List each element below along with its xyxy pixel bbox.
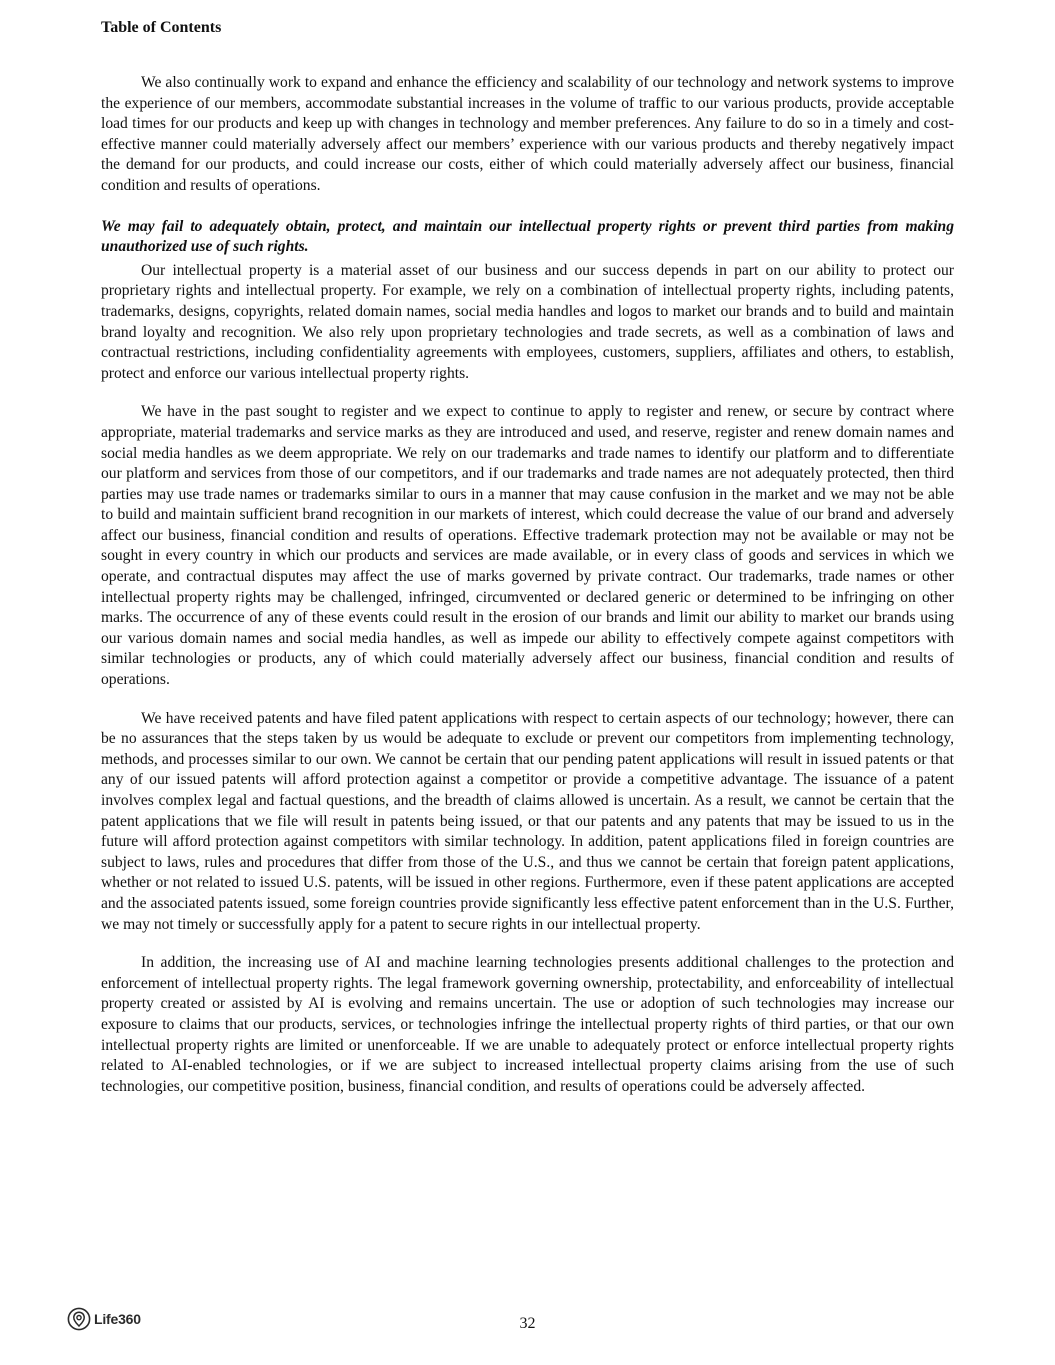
- paragraph-technology-scalability: We also continually work to expand and enhance the efficiency and scalability of our technology and network systems to improve the experience of our members, accommodate substantial increases in the volume of traffic to our various products, provide acceptable load times for our products and keep up with changes in technology and member preferences. Any failure to do so in a timely and cost-effective manner could materially adversely affect our members’ experience with our various products and thereby negatively impact the demand for our products, and could increase our costs, either of which could materially adversely affect our business, financial condition and results of operations.: [101, 74, 954, 194]
- paragraph-ai-ip: In addition, the increasing use of AI and machine learning technologies presents additional challenges to the protection and enforcement of intellectual property rights. The legal framework governing ownership, protectability, and enforceability of intellectual property created or assisted by AI is evolving and remains uncertain. The use or adoption of such technologies may increase our exposure to claims that our products, services, or technologies infringe the intellectual property rights of third parties, or that our own intellectual property rights are limited or unenforceable. If we are unable to adequately protect or enforce intellectual property rights related to AI-enabled technologies, or if we are subject to increased intellectual property claims arising from the use of such technologies, our competitive position, business, financial condition, and results of operations could be adversely affected.: [101, 954, 954, 1095]
- paragraph-trademarks: We have in the past sought to register and we expect to continue to apply to register and renew, or secure by contract where appropriate, material trademarks and service marks as they are introduced and used, and reserve, register and renew domain names and social media handles as we deem appropriate. We rely on our trademarks and trade names to identify our platform and to differentiate our platform and services from those of our competitors, and if our trademarks and trade names are not adequately protected, then third parties may use trade names or trademarks similar to ours in a manner that may cause confusion in the market and we may not be able to build and maintain sufficient brand recognition in our markets of interest, which could decrease the value of our brand and adversely affect our business, financial condition and results of operations. Effective trademark protection may not be available or may not be sought in every country in which our products and services are made available, or in every class of goods and services in which we operate, and contractual disputes may affect the use of marks governed by private contract. Our trademarks, trade names or other intellectual property rights may be challenged, infringed, circumvented or declared generic or determined to be infringing on other marks. The occurrence of any of these events could result in the erosion of our brands and limit our ability to market our brands using our various domain names and social media handles, as well as impede our ability to effectively compete against competitors with similar technologies or products, any of which could materially adversely affect our business, financial condition and results of operations.: [101, 403, 954, 689]
- page-number: 32: [519, 1315, 536, 1332]
- table-of-contents-link[interactable]: Table of Contents: [101, 19, 222, 36]
- paragraph-patents: We have received patents and have filed patent applications with respect to certain aspects of our technology; however, there can be no assurances that the steps taken by us would be adequate to exclude or prevent our competitors from implementing technology, methods, and processes similar to our own. We cannot be certain that our pending patent applications will result in issued patents or that any of our issued patents will afford protection against a competitor or provide a competitive advantage. The issuance of a patent involves complex legal and factual questions, and the breadth of claims allowed is uncertain. As a result, we cannot be certain that the patent applications that we file will result in patents being issued, or that our patents and any patents that may be issued to us in the future will afford protection against competitors with similar technology. In addition, patent applications filed in foreign countries are subject to laws, rules and procedures that differ from those of the U.S., and thus we cannot be certain that foreign patent applications, whether or not related to issued U.S. patents, will be issued in other regions. Furthermore, even if these patent applications are accepted and the associated patents issued, some foreign countries provide significantly less effective patent enforcement than in the U.S. Further, we may not timely or successfully apply for a patent to secure rights in our intellectual property.: [101, 709, 954, 933]
- logo-wordmark: Life360: [94, 1311, 141, 1327]
- paragraph-ip-asset: Our intellectual property is a material asset of our business and our success depends in part on our ability to protect our proprietary rights and intellectual property. For example, we rely on a combination of intellectual property rights, including patents, trademarks, designs, copyrights, related domain names, social media handles and logos to market our brands and to build and maintain brand loyalty and recognition. We also rely upon proprietary technologies and trade secrets, as well as a combination of laws and contractual restrictions, including confidentiality agreements with employees, customers, suppliers, affiliates and others, to establish, protect and enforce our various intellectual property rights.: [101, 261, 954, 382]
- document-body: [101, 73, 954, 1097]
- risk-factor-heading: We may fail to adequately obtain, protect, and maintain our intellectual property rights or prevent third parties from making unauthorized use of such rights.: [101, 217, 954, 256]
